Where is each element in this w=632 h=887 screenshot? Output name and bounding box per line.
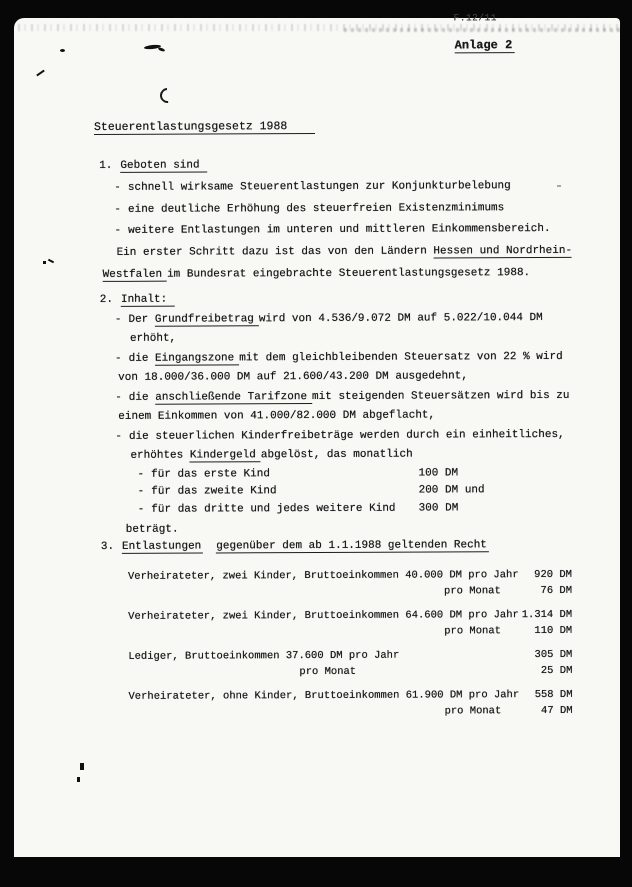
- row-label: Verheirateter, zwei Kinder, Bruttoeinkommen 40.000 DM pro Jahr: [127, 569, 519, 583]
- corner-reference: F.12/11: [453, 12, 497, 24]
- row-amount: 25 DM: [540, 664, 573, 678]
- section-1-heading: [13, 154, 619, 178]
- list-item: [14, 425, 620, 447]
- list-item-text: eine deutliche Erhöhung des steuerfreien Existenzminimums: [127, 201, 505, 216]
- bullet-dash: -: [137, 485, 145, 498]
- row-label: Verheirateter, zwei Kinder, Bruttoeinkommen 64.600 DM pro Jahr: [128, 609, 519, 623]
- row-amount: 110 DM: [534, 624, 573, 638]
- row-amount: 76 DM: [540, 584, 573, 598]
- bullet-dash: -: [137, 468, 145, 481]
- list-item: [14, 347, 620, 369]
- row-amount: 558 DM: [534, 688, 573, 702]
- list-item-underlined: Kindergeld: [190, 449, 261, 462]
- table-row: [128, 583, 572, 601]
- paragraph-text: beträgt.: [125, 523, 179, 536]
- row-amount: 47 DM: [541, 704, 573, 718]
- paragraph-underlined: Westfalen: [103, 269, 167, 282]
- document-title-text: Steuerentlastungsgesetz 1988: [94, 120, 315, 135]
- list-item-text: abgelöst, das monatlich: [260, 448, 413, 462]
- section-geboten: [13, 154, 620, 287]
- table-row: [128, 647, 572, 665]
- list-item-text: erhöht,: [129, 332, 177, 345]
- annex-label: [455, 38, 515, 52]
- row-label: pro Monat: [444, 625, 501, 638]
- list-item-continuation: [14, 406, 620, 428]
- scanned-page: [14, 12, 620, 857]
- bullet-dash: -: [114, 181, 121, 194]
- section-entlastungen: [15, 535, 621, 718]
- list-item: [13, 197, 619, 221]
- section-3-heading: [15, 535, 621, 558]
- section-2-number: 2.: [99, 293, 113, 306]
- list-item-text: mit steigenden Steuersätzen wird bis zu: [312, 389, 570, 403]
- paragraph-line: [14, 241, 620, 265]
- document-title: [94, 120, 315, 134]
- kindergeld-row: [15, 499, 621, 519]
- list-item-continuation: [14, 445, 620, 467]
- kindergeld-amount: 200 DM und: [418, 484, 485, 497]
- kindergeld-label: für das erste Kind: [151, 467, 270, 481]
- section-inhalt: [14, 289, 621, 541]
- list-item-text: die steuerlichen Kinderfreibeträge werden durch ein einheitliches,: [128, 428, 565, 443]
- table-row: [128, 663, 572, 681]
- annex-label-text: Anlage 2: [455, 38, 515, 53]
- paragraph-text: im Bundesrat eingebrachte Steuerentlastungsgesetz 1988.: [167, 267, 531, 281]
- kindergeld-label: für das dritte und jedes weitere Kind: [151, 502, 396, 516]
- list-item-text: von 18.000/36.000 DM auf 21.600/43.200 DM ausgedehnt,: [118, 370, 468, 384]
- list-item-text: mit dem gleichbleibenden Steuersatz von 22 % wird: [239, 350, 563, 364]
- row-label: pro Monat: [444, 705, 502, 718]
- list-item-text: weitere Entlastungen im unteren und mittleren Einkommensbereich.: [128, 223, 551, 238]
- list-item-continuation: [14, 367, 620, 389]
- bullet-dash: -: [114, 225, 122, 238]
- list-item-text: erhöhtes: [130, 449, 190, 462]
- list-item-text: einem Einkommen von 41.000/82.000 DM abgeflacht,: [118, 409, 436, 423]
- kindergeld-amount: 100 DM: [418, 466, 459, 480]
- relief-table: [128, 567, 573, 721]
- table-row: [128, 623, 572, 641]
- table-row: [129, 703, 573, 721]
- list-item: [14, 308, 620, 330]
- section-1-title: Geboten sind: [120, 159, 207, 172]
- list-item-text: Der: [128, 313, 155, 326]
- kindergeld-label: für das zweite Kind: [151, 485, 277, 498]
- row-label: Verheirateter, ohne Kinder, Bruttoeinkommen 61.900 DM pro Jahr: [128, 689, 520, 703]
- list-item: [13, 219, 619, 243]
- row-label: Lediger, Bruttoeinkommen 37.600 DM pro Jahr: [128, 649, 400, 663]
- list-item-text: schnell wirksame Steuerentlastungen zur Konjunkturbelebung: [127, 179, 511, 194]
- list-item-text: die: [128, 352, 156, 365]
- list-item: [13, 175, 619, 199]
- section-2-heading: [14, 289, 620, 311]
- bullet-dash: -: [114, 203, 122, 216]
- table-row: [128, 567, 572, 585]
- kindergeld-amount: 300 DM: [418, 501, 459, 515]
- row-amount: 1.314 DM: [521, 608, 573, 622]
- row-label: pro Monat: [299, 665, 357, 679]
- bullet-dash: -: [137, 503, 145, 516]
- paragraph-line: [14, 263, 620, 287]
- list-item-underlined: Eingangszone: [155, 352, 239, 365]
- paragraph-underlined: Hessen und Nordrhein-: [433, 245, 573, 258]
- table-row: [128, 687, 572, 705]
- section-3-number: 3.: [100, 540, 115, 553]
- section-1-number: 1.: [99, 159, 113, 172]
- list-item: [14, 386, 620, 408]
- row-amount: 920 DM: [534, 568, 572, 582]
- list-item-underlined: anschließende Tarifzone: [155, 391, 312, 405]
- list-item-text: die: [128, 391, 156, 404]
- list-item-text: wird von 4.536/9.072 DM auf 5.022/10.044 DM: [258, 311, 543, 325]
- section-3-title-part1: Entlastungen: [122, 540, 203, 553]
- row-label: pro Monat: [444, 585, 501, 598]
- row-amount: 305 DM: [534, 648, 573, 662]
- section-2-title: Inhalt:: [121, 294, 175, 307]
- bullet-dash: -: [115, 430, 122, 443]
- section-3-title-part2: gegenüber dem ab 1.1.1988 geltenden Recht: [216, 539, 489, 553]
- list-item-underlined: Grundfreibetrag: [155, 313, 259, 326]
- bullet-dash: -: [114, 352, 122, 365]
- bullet-dash: -: [114, 313, 122, 326]
- table-row: [128, 607, 572, 625]
- bullet-dash: -: [115, 391, 122, 404]
- paragraph-text: Ein erster Schritt dazu ist das von den Ländern: [116, 245, 434, 260]
- list-item-continuation: [14, 328, 620, 350]
